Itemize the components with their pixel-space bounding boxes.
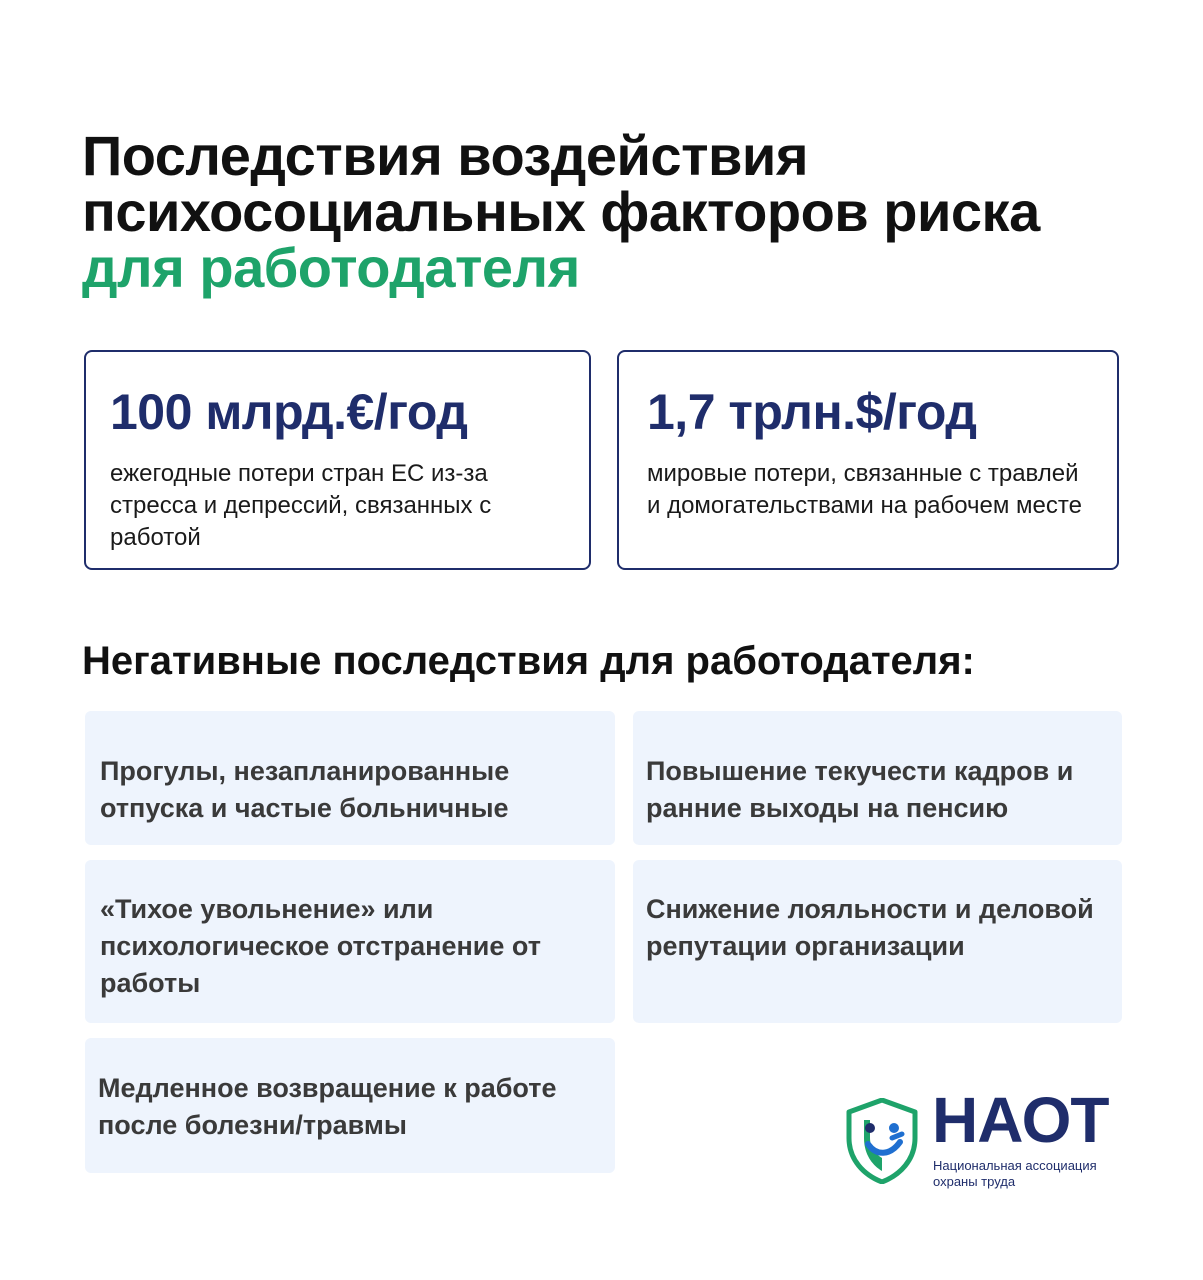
- consequence-card-turnover: [633, 711, 1122, 845]
- consequence-text: «Тихое увольнение» или психологическое отстранение от работы: [100, 894, 541, 998]
- consequence-text: Прогулы, незапланированные отпуска и частые больничные: [100, 756, 510, 823]
- stat-value: 100 млрд.€/год: [110, 384, 468, 440]
- title-accent: для работодателя: [82, 236, 580, 299]
- naot-logo: [846, 1084, 1136, 1194]
- consequence-card-quiet-quitting: [85, 860, 615, 1023]
- shield-logo-icon: [846, 1098, 918, 1184]
- consequence-card-reputation: [633, 860, 1122, 1023]
- title-line-2: психосоциальных факторов риска: [82, 180, 1040, 243]
- logo-name: НАОТ: [932, 1084, 1109, 1156]
- section-heading: Негативные последствия для работодателя:: [82, 639, 975, 683]
- consequence-card-absenteeism: [85, 711, 615, 845]
- logo-subtitle: Национальная ассоциация охраны труда: [933, 1158, 1097, 1189]
- stat-value: 1,7 трлн.$/год: [647, 384, 977, 440]
- page-title: [82, 124, 1172, 299]
- stat-card-eu: [84, 350, 591, 570]
- title-line-1: Последствия воздействия: [82, 124, 809, 187]
- stat-card-world: [617, 350, 1119, 570]
- consequence-text: Снижение лояльности и деловой репутации организации: [646, 894, 1094, 961]
- consequence-text: Медленное возвращение к работе после болезни/травмы: [98, 1073, 557, 1140]
- consequence-text: Повышение текучести кадров и ранние выходы на пенсию: [646, 756, 1074, 823]
- stat-description: мировые потери, связанные с травлей и домогательствами на рабочем месте: [647, 460, 1082, 519]
- consequence-card-slow-return: [85, 1038, 615, 1173]
- stat-description: ежегодные потери стран ЕС из-за стресса и депрессий, связанных с работой: [110, 460, 492, 551]
